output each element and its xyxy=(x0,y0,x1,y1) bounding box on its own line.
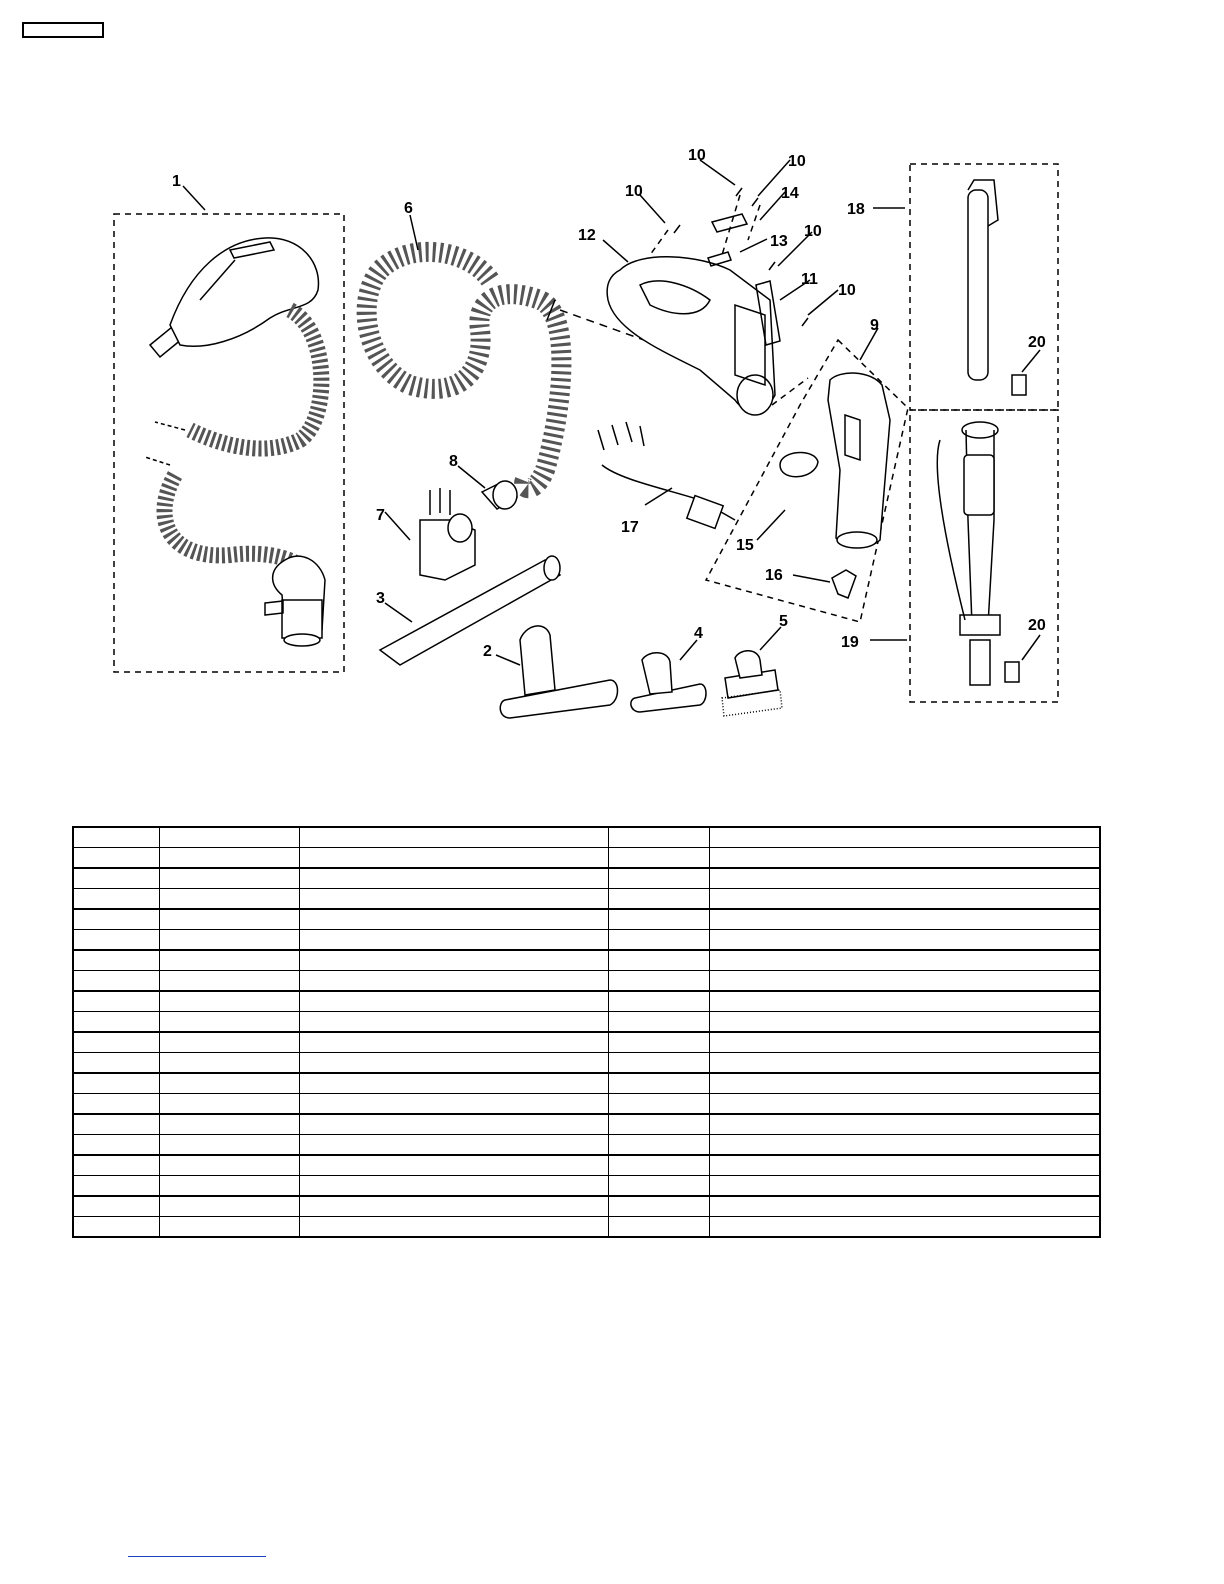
table-cell xyxy=(299,1155,608,1176)
callout-8: 8 xyxy=(449,453,458,470)
table-cell xyxy=(159,971,299,992)
callout-10d: 10 xyxy=(804,223,822,240)
table-cell xyxy=(159,1135,299,1156)
table-cell xyxy=(299,1217,608,1238)
table-row xyxy=(73,827,1100,848)
table-cell xyxy=(608,1196,709,1217)
table-cell xyxy=(159,1176,299,1197)
table-cell xyxy=(159,1073,299,1094)
table-cell xyxy=(159,1155,299,1176)
table-cell xyxy=(159,930,299,951)
table-cell xyxy=(608,1155,709,1176)
table-cell xyxy=(73,909,159,930)
callout-11: 11 xyxy=(801,271,818,288)
table-cell xyxy=(608,1032,709,1053)
table-row xyxy=(73,1114,1100,1135)
callout-13: 13 xyxy=(770,233,788,250)
table-cell xyxy=(73,1114,159,1135)
table-cell xyxy=(608,1176,709,1197)
table-cell xyxy=(159,1094,299,1115)
table-cell xyxy=(709,1094,1100,1115)
table-cell xyxy=(608,827,709,848)
table-cell xyxy=(159,868,299,889)
table-cell xyxy=(159,1053,299,1074)
callout-2: 2 xyxy=(483,643,492,660)
callout-10a: 10 xyxy=(688,147,706,164)
table-cell xyxy=(73,930,159,951)
callout-18: 18 xyxy=(847,201,865,218)
table-cell xyxy=(608,889,709,910)
table-cell xyxy=(73,971,159,992)
callout-1: 1 xyxy=(172,173,181,190)
table-cell xyxy=(709,971,1100,992)
table-cell xyxy=(709,909,1100,930)
table-row xyxy=(73,1012,1100,1033)
table-cell xyxy=(159,827,299,848)
table-cell xyxy=(608,1053,709,1074)
table-row xyxy=(73,848,1100,869)
table-cell xyxy=(709,1012,1100,1033)
table-row xyxy=(73,1135,1100,1156)
table-cell xyxy=(608,868,709,889)
callout-3: 3 xyxy=(376,590,385,607)
table-cell xyxy=(709,1196,1100,1217)
table-cell xyxy=(299,1114,608,1135)
table-cell xyxy=(299,1032,608,1053)
table-cell xyxy=(608,1217,709,1238)
table-cell xyxy=(73,950,159,971)
table-cell xyxy=(299,1094,608,1115)
table-row xyxy=(73,889,1100,910)
table-cell xyxy=(159,991,299,1012)
table-row xyxy=(73,1053,1100,1074)
floor-tool-illustration xyxy=(500,626,617,718)
table-cell xyxy=(73,1196,159,1217)
table-cell xyxy=(73,1073,159,1094)
table-cell xyxy=(709,889,1100,910)
table-cell xyxy=(709,848,1100,869)
table-cell xyxy=(299,868,608,889)
table-cell xyxy=(299,827,608,848)
table-cell xyxy=(73,1135,159,1156)
table-cell xyxy=(709,930,1100,951)
table-cell xyxy=(299,909,608,930)
table-row xyxy=(73,971,1100,992)
table-cell xyxy=(608,991,709,1012)
upholstery-tool-illustration xyxy=(631,653,706,712)
table-row xyxy=(73,1196,1100,1217)
table-cell xyxy=(159,889,299,910)
callout-20a: 20 xyxy=(1028,334,1046,351)
table-cell xyxy=(608,1114,709,1135)
table-cell xyxy=(709,1155,1100,1176)
switch-assembly-illustration xyxy=(420,488,475,580)
table-cell xyxy=(709,1073,1100,1094)
table-row xyxy=(73,1155,1100,1176)
callout-10b: 10 xyxy=(788,153,806,170)
table-cell xyxy=(709,868,1100,889)
upper-wand-illustration xyxy=(968,180,1026,395)
callout-10c: 10 xyxy=(625,183,643,200)
table-cell xyxy=(709,1135,1100,1156)
table-cell xyxy=(299,950,608,971)
table-cell xyxy=(299,1073,608,1094)
table-cell xyxy=(608,909,709,930)
table-cell xyxy=(608,1094,709,1115)
callout-15: 15 xyxy=(736,537,754,554)
callout-16: 16 xyxy=(765,567,783,584)
callout-5: 5 xyxy=(779,613,788,630)
table-cell xyxy=(608,848,709,869)
table-cell xyxy=(709,991,1100,1012)
table-cell xyxy=(159,1012,299,1033)
table-cell xyxy=(709,1053,1100,1074)
table-row xyxy=(73,991,1100,1012)
table-row xyxy=(73,1176,1100,1197)
table-cell xyxy=(709,950,1100,971)
table-cell xyxy=(299,1176,608,1197)
callout-9: 9 xyxy=(870,317,879,334)
table-cell xyxy=(608,1135,709,1156)
table-cell xyxy=(73,1155,159,1176)
table-row xyxy=(73,1094,1100,1115)
table-cell xyxy=(73,1012,159,1033)
callout-20b: 20 xyxy=(1028,617,1046,634)
table-row xyxy=(73,930,1100,951)
callout-17: 17 xyxy=(621,519,639,536)
table-cell xyxy=(73,848,159,869)
table-cell xyxy=(608,1012,709,1033)
table-cell xyxy=(73,991,159,1012)
table-row xyxy=(73,868,1100,889)
table-cell xyxy=(73,1032,159,1053)
table-row xyxy=(73,1073,1100,1094)
table-cell xyxy=(709,827,1100,848)
callout-14: 14 xyxy=(781,185,799,202)
table-cell xyxy=(159,1217,299,1238)
table-cell xyxy=(299,1135,608,1156)
callout-7: 7 xyxy=(376,507,385,524)
table-row xyxy=(73,1217,1100,1238)
table-cell xyxy=(709,1032,1100,1053)
table-cell xyxy=(709,1176,1100,1197)
table-row xyxy=(73,909,1100,930)
table-cell xyxy=(73,889,159,910)
callout-19: 19 xyxy=(841,634,859,651)
table-cell xyxy=(159,1032,299,1053)
table-cell xyxy=(299,1196,608,1217)
table-cell xyxy=(299,971,608,992)
table-row xyxy=(73,950,1100,971)
table-cell xyxy=(608,971,709,992)
table-cell xyxy=(299,889,608,910)
callout-4: 4 xyxy=(694,625,703,642)
table-cell xyxy=(299,991,608,1012)
dusting-brush-illustration xyxy=(722,651,782,716)
table-cell xyxy=(299,1053,608,1074)
table-cell xyxy=(608,950,709,971)
table-cell xyxy=(73,868,159,889)
table-cell xyxy=(73,1053,159,1074)
hose-assembly-illustration xyxy=(145,238,325,646)
table-cell xyxy=(159,950,299,971)
wiring-harness-illustration xyxy=(598,422,735,528)
lower-wand-illustration xyxy=(937,422,1019,685)
table-cell xyxy=(159,1114,299,1135)
table-cell xyxy=(73,827,159,848)
callout-6: 6 xyxy=(404,200,413,217)
table-cell xyxy=(73,1094,159,1115)
table-cell xyxy=(159,848,299,869)
table-cell xyxy=(159,1196,299,1217)
table-cell xyxy=(608,1073,709,1094)
table-cell xyxy=(299,930,608,951)
parts-list-table xyxy=(72,826,1101,1238)
table-cell xyxy=(159,909,299,930)
callout-10e: 10 xyxy=(838,282,856,299)
table-cell xyxy=(709,1217,1100,1238)
callout-12: 12 xyxy=(578,227,596,244)
table-cell xyxy=(608,930,709,951)
table-cell xyxy=(709,1114,1100,1135)
table-row xyxy=(73,1032,1100,1053)
table-cell xyxy=(299,848,608,869)
table-cell xyxy=(299,1012,608,1033)
footer-link-underline[interactable] xyxy=(128,1556,266,1557)
exploded-parts-diagram xyxy=(0,0,1224,760)
table-cell xyxy=(73,1176,159,1197)
table-cell xyxy=(73,1217,159,1238)
coupling-illustration xyxy=(482,481,517,509)
hose-illustration xyxy=(367,252,562,488)
